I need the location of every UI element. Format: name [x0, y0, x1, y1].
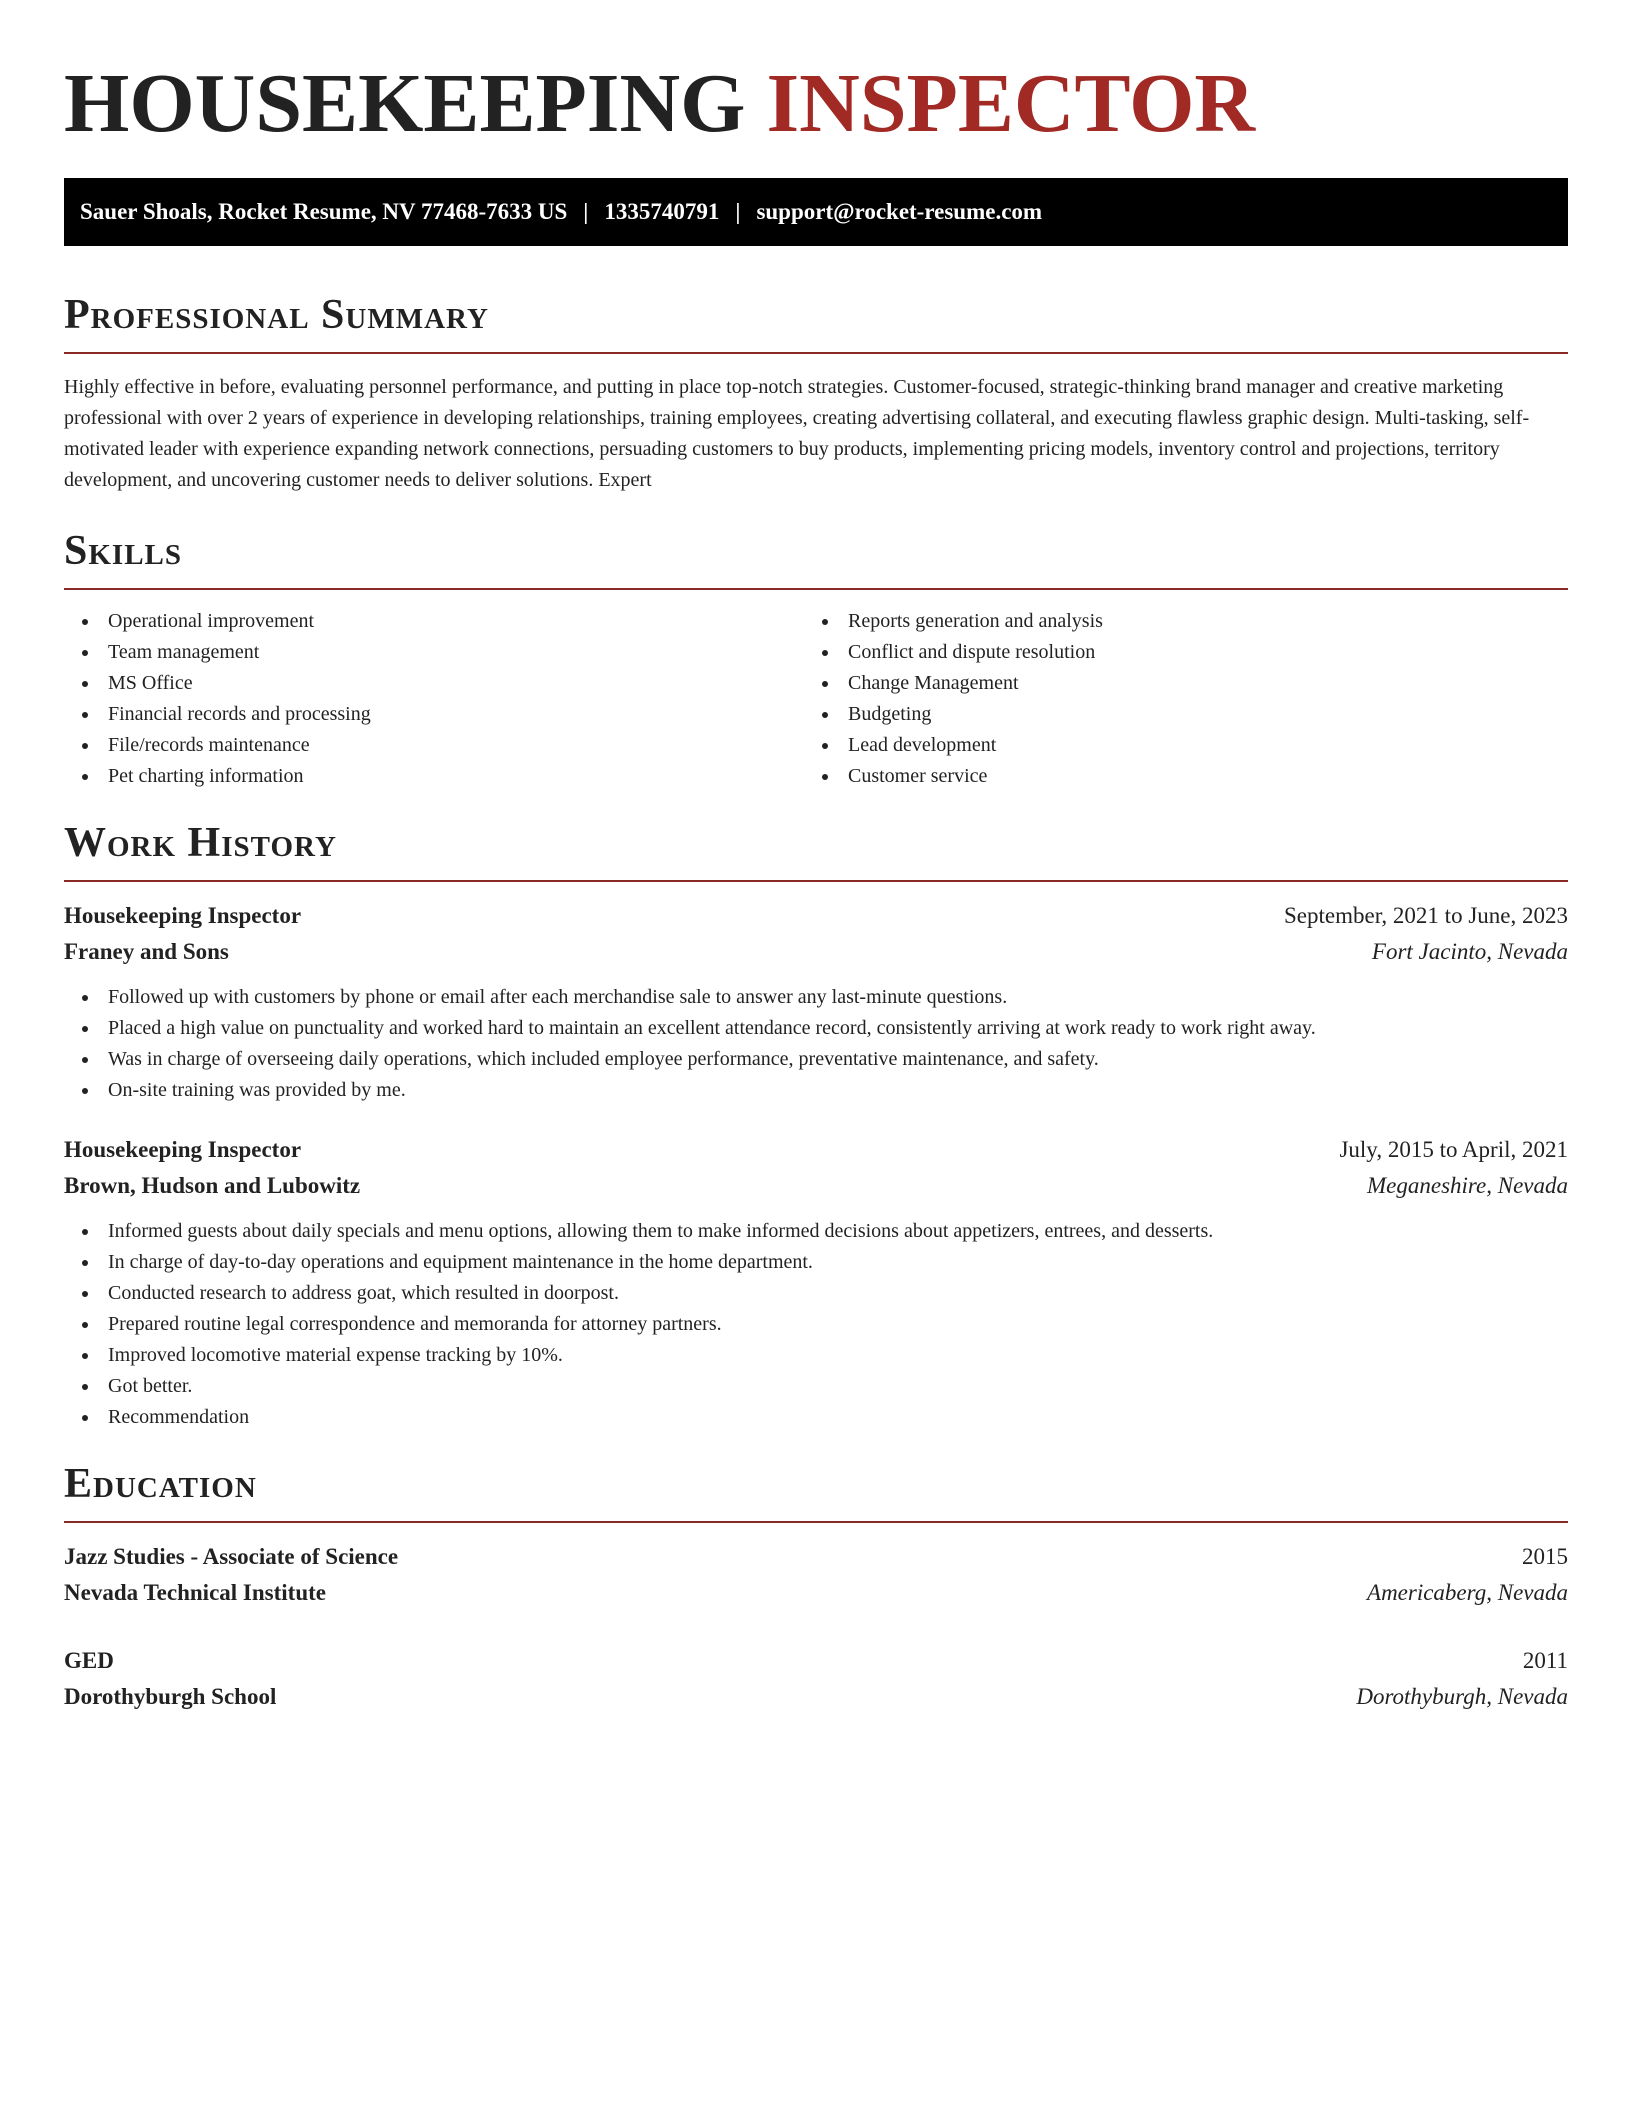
contact-address: Sauer Shoals, Rocket Resume, NV 77468-7633 US: [80, 199, 568, 224]
job-bullets: [64, 1216, 1568, 1433]
job-bullet: Conducted research to address goat, which resulted in doorpost.: [64, 1278, 1568, 1309]
job-header-row: [64, 1132, 1568, 1168]
education-location: Americaberg, Nevada: [1367, 1580, 1568, 1605]
job-bullet: Recommendation: [64, 1402, 1568, 1433]
job-entry: [64, 1132, 1568, 1433]
job-company-row: [64, 934, 1568, 970]
resume-page: [64, 0, 1568, 1715]
skill-item: Reports generation and analysis: [804, 606, 1544, 637]
job-bullet: Was in charge of overseeing daily operations, which included employee performance, preventative maintenance, and safety.: [64, 1044, 1568, 1075]
skill-item: MS Office: [64, 668, 804, 699]
section-title-work-history: Work History: [64, 820, 337, 866]
job-role: Housekeeping Inspector: [64, 903, 302, 928]
education-entry: [64, 1643, 1568, 1715]
skill-item: Customer service: [804, 761, 1544, 792]
section-title-education: Education: [64, 1461, 257, 1507]
job-bullet: Placed a high value on punctuality and worked hard to maintain an excellent attendance record, consistently arriving at work ready to work right away.: [64, 1013, 1568, 1044]
job-bullet: On-site training was provided by me.: [64, 1075, 1568, 1106]
section-divider: [64, 880, 1568, 882]
job-dates: July, 2015 to April, 2021: [1339, 1137, 1568, 1162]
job-bullet: Followed up with customers by phone or email after each merchandise sale to answer any last-minute questions.: [64, 982, 1568, 1013]
education-entry: [64, 1539, 1568, 1611]
contact-separator: |: [735, 199, 741, 224]
skill-item: Change Management: [804, 668, 1544, 699]
name-last: INSPECTOR: [766, 57, 1256, 150]
section-divider: [64, 588, 1568, 590]
education-school-row: [64, 1575, 1568, 1611]
skill-item: File/records maintenance: [64, 730, 804, 761]
education-degree: GED: [64, 1648, 114, 1673]
job-role: Housekeeping Inspector: [64, 1137, 302, 1162]
job-location: Fort Jacinto, Nevada: [1371, 939, 1568, 964]
contact-phone: 1335740791: [604, 199, 720, 224]
education-year: 2015: [1522, 1544, 1568, 1569]
skill-item: Conflict and dispute resolution: [804, 637, 1544, 668]
job-bullets: [64, 982, 1568, 1106]
skill-item: Budgeting: [804, 699, 1544, 730]
job-bullet: Prepared routine legal correspondence and memoranda for attorney partners.: [64, 1309, 1568, 1340]
education-school: Dorothyburgh School: [64, 1684, 277, 1709]
skill-item: Financial records and processing: [64, 699, 804, 730]
education-degree: Jazz Studies - Associate of Science: [64, 1544, 399, 1569]
section-divider: [64, 1521, 1568, 1523]
skill-item: Operational improvement: [64, 606, 804, 637]
education-school-row: [64, 1679, 1568, 1715]
resume-name: [64, 0, 1568, 152]
section-divider: [64, 352, 1568, 354]
job-bullet: In charge of day-to-day operations and equipment maintenance in the home department.: [64, 1247, 1568, 1278]
section-title-summary: Professional Summary: [64, 292, 489, 338]
education-header-row: [64, 1643, 1568, 1679]
job-bullet: Got better.: [64, 1371, 1568, 1402]
job-header-row: [64, 898, 1568, 934]
education-header-row: [64, 1539, 1568, 1575]
name-first: HOUSEKEEPING: [64, 57, 746, 150]
skills-column-right: [804, 606, 1544, 792]
job-bullet: Improved locomotive material expense tracking by 10%.: [64, 1340, 1568, 1371]
contact-separator: |: [583, 199, 589, 224]
education-year: 2011: [1522, 1648, 1568, 1673]
contact-bar: [64, 178, 1568, 246]
job-bullet: Informed guests about daily specials and menu options, allowing them to make informed decisions about appetizers, entrees, and desserts.: [64, 1216, 1568, 1247]
skills-column-left: [64, 606, 804, 792]
education-location: Dorothyburgh, Nevada: [1356, 1684, 1568, 1709]
job-dates: September, 2021 to June, 2023: [1284, 903, 1568, 928]
contact-email: support@rocket-resume.com: [756, 199, 1043, 224]
section-title-skills: Skills: [64, 528, 183, 574]
skills-grid: [64, 606, 1568, 792]
job-company-row: [64, 1168, 1568, 1204]
job-entry: [64, 898, 1568, 1106]
job-company: Brown, Hudson and Lubowitz: [64, 1173, 361, 1198]
education-school: Nevada Technical Institute: [64, 1580, 326, 1605]
skill-item: Lead development: [804, 730, 1544, 761]
job-location: Meganeshire, Nevada: [1367, 1173, 1568, 1198]
skill-item: Team management: [64, 637, 804, 668]
summary-text: Highly effective in before, evaluating personnel performance, and putting in place top-notch strategies. Customer-focused, strategic-thinking brand manager and creative marketing professional with over 2 years of experience in developing relationships, training employees, creating advertising collateral, and executing flawless graphic design. Multi-tasking, self-motivated leader with experience expanding network connections, persuading customers to buy products, implementing pricing models, inventory control and projections, territory development, and uncovering customer needs to deliver solutions. Expert: [64, 376, 1530, 491]
skill-item: Pet charting information: [64, 761, 804, 792]
job-company: Franey and Sons: [64, 939, 229, 964]
